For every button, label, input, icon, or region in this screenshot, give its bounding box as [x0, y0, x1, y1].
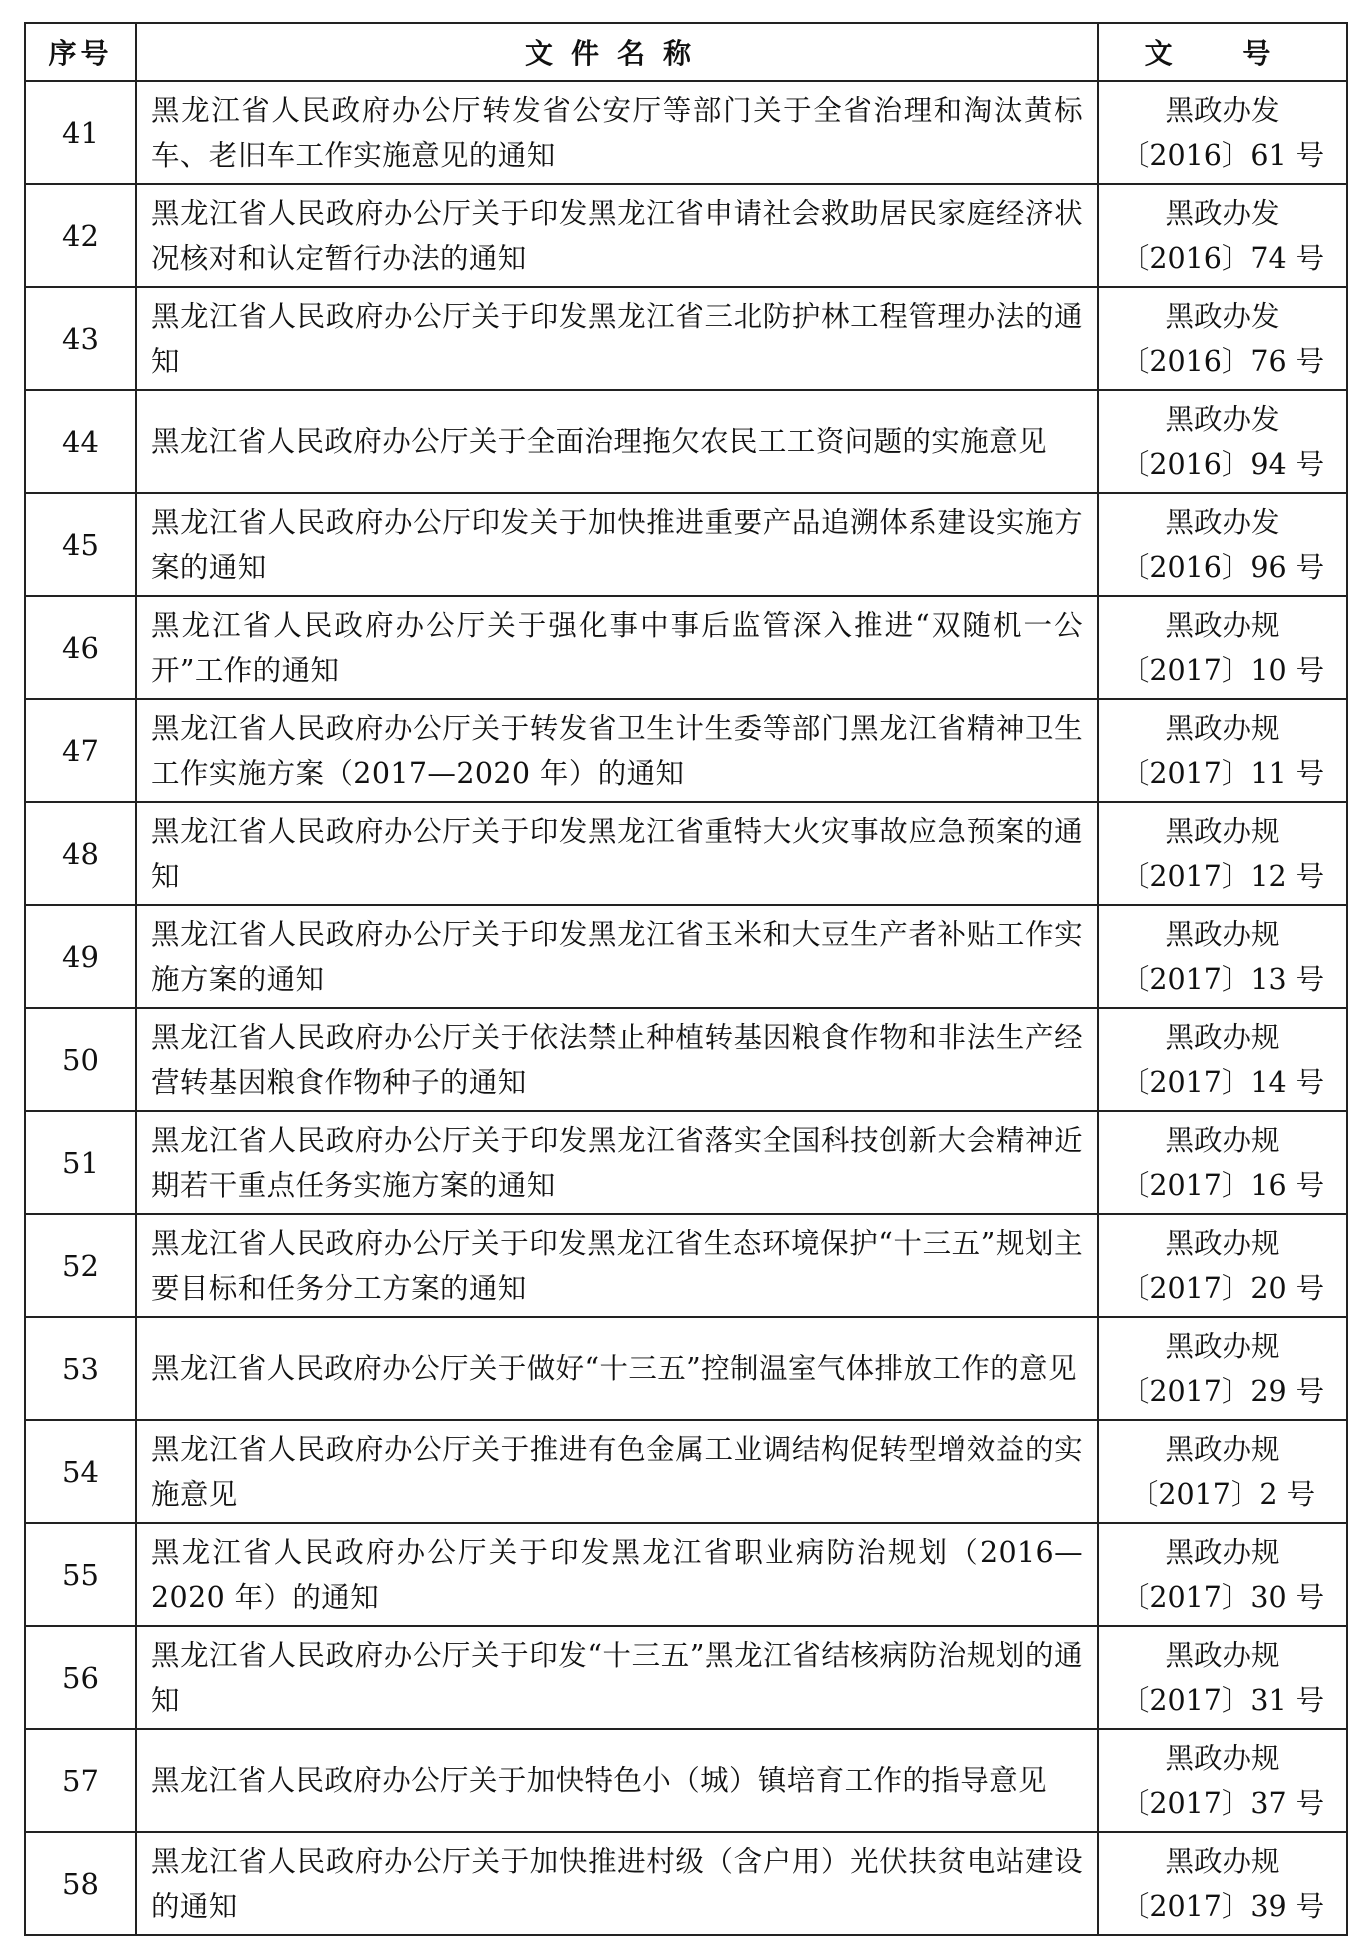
document-table [24, 22, 1348, 1936]
row-file-title: 黑龙江省人民政府办公厅关于印发黑龙江省玉米和大豆生产者补贴工作实施方案的通知 [136, 905, 1098, 1008]
doc-issuer: 黑政办规 [1165, 1020, 1280, 1054]
doc-issuer: 黑政办规 [1165, 1432, 1280, 1466]
row-file-title: 黑龙江省人民政府办公厅印发关于加快推进重要产品追溯体系建设实施方案的通知 [136, 493, 1098, 596]
table-row [25, 1626, 1347, 1729]
row-file-title: 黑龙江省人民政府办公厅关于推进有色金属工业调结构促转型增效益的实施意见 [136, 1420, 1098, 1523]
row-seq: 53 [25, 1317, 136, 1420]
row-file-title: 黑龙江省人民政府办公厅关于印发黑龙江省落实全国科技创新大会精神近期若干重点任务实施方案的通知 [136, 1111, 1098, 1214]
doc-serial: 〔2016〕94 号 [1120, 447, 1325, 481]
row-seq: 52 [25, 1214, 136, 1317]
doc-issuer: 黑政办规 [1165, 1535, 1280, 1569]
table-row [25, 1832, 1347, 1935]
row-doc-number [1098, 1729, 1347, 1832]
row-doc-number [1098, 1008, 1347, 1111]
table-row [25, 699, 1347, 802]
table-row [25, 184, 1347, 287]
doc-serial: 〔2017〕37 号 [1120, 1786, 1325, 1820]
row-seq: 47 [25, 699, 136, 802]
table-row [25, 1729, 1347, 1832]
doc-issuer: 黑政办规 [1165, 1226, 1280, 1260]
row-doc-number [1098, 1832, 1347, 1935]
doc-serial: 〔2017〕31 号 [1120, 1683, 1325, 1717]
table-row [25, 493, 1347, 596]
doc-serial: 〔2017〕16 号 [1120, 1168, 1325, 1202]
doc-serial: 〔2017〕14 号 [1120, 1065, 1325, 1099]
doc-issuer: 黑政办规 [1165, 1844, 1280, 1878]
header-seq: 序号 [25, 23, 136, 81]
row-seq: 41 [25, 81, 136, 184]
row-doc-number [1098, 184, 1347, 287]
row-seq: 57 [25, 1729, 136, 1832]
table-row [25, 905, 1347, 1008]
doc-issuer: 黑政办规 [1165, 1329, 1280, 1363]
row-file-title: 黑龙江省人民政府办公厅关于印发黑龙江省生态环境保护“十三五”规划主要目标和任务分工方案的通知 [136, 1214, 1098, 1317]
doc-serial: 〔2017〕39 号 [1120, 1889, 1325, 1923]
doc-issuer: 黑政办规 [1165, 814, 1280, 848]
doc-serial: 〔2016〕61 号 [1120, 138, 1325, 172]
row-file-title: 黑龙江省人民政府办公厅关于强化事中事后监管深入推进“双随机一公开”工作的通知 [136, 596, 1098, 699]
doc-serial: 〔2016〕76 号 [1120, 344, 1325, 378]
doc-serial: 〔2017〕13 号 [1120, 962, 1325, 996]
table-row [25, 81, 1347, 184]
row-file-title: 黑龙江省人民政府办公厅关于印发黑龙江省重特大火灾事故应急预案的通知 [136, 802, 1098, 905]
row-file-title: 黑龙江省人民政府办公厅关于依法禁止种植转基因粮食作物和非法生产经营转基因粮食作物种子的通知 [136, 1008, 1098, 1111]
row-seq: 50 [25, 1008, 136, 1111]
table-row [25, 1214, 1347, 1317]
row-doc-number [1098, 1317, 1347, 1420]
table-row [25, 390, 1347, 493]
row-seq: 45 [25, 493, 136, 596]
row-doc-number [1098, 1523, 1347, 1626]
doc-serial: 〔2017〕2 号 [1129, 1477, 1316, 1511]
doc-issuer: 黑政办发 [1165, 505, 1280, 539]
row-seq: 55 [25, 1523, 136, 1626]
row-file-title: 黑龙江省人民政府办公厅关于转发省卫生计生委等部门黑龙江省精神卫生工作实施方案（2017—2020 年）的通知 [136, 699, 1098, 802]
row-doc-number [1098, 699, 1347, 802]
row-file-title: 黑龙江省人民政府办公厅关于印发黑龙江省职业病防治规划（2016—2020 年）的通知 [136, 1523, 1098, 1626]
table-row [25, 1111, 1347, 1214]
doc-issuer: 黑政办规 [1165, 1123, 1280, 1157]
doc-serial: 〔2017〕12 号 [1120, 859, 1325, 893]
row-doc-number [1098, 390, 1347, 493]
row-seq: 56 [25, 1626, 136, 1729]
row-file-title: 黑龙江省人民政府办公厅关于印发“十三五”黑龙江省结核病防治规划的通知 [136, 1626, 1098, 1729]
table-row [25, 287, 1347, 390]
doc-serial: 〔2016〕74 号 [1120, 241, 1325, 275]
row-file-title: 黑龙江省人民政府办公厅关于加快特色小（城）镇培育工作的指导意见 [136, 1729, 1098, 1832]
doc-issuer: 黑政办规 [1165, 1638, 1280, 1672]
row-seq: 51 [25, 1111, 136, 1214]
row-doc-number [1098, 1626, 1347, 1729]
doc-serial: 〔2017〕30 号 [1120, 1580, 1325, 1614]
row-file-title: 黑龙江省人民政府办公厅转发省公安厅等部门关于全省治理和淘汰黄标车、老旧车工作实施意见的通知 [136, 81, 1098, 184]
row-file-title: 黑龙江省人民政府办公厅关于做好“十三五”控制温室气体排放工作的意见 [136, 1317, 1098, 1420]
doc-issuer: 黑政办规 [1165, 1741, 1280, 1775]
row-doc-number [1098, 1420, 1347, 1523]
table-row [25, 1317, 1347, 1420]
row-seq: 49 [25, 905, 136, 1008]
doc-issuer: 黑政办发 [1165, 402, 1280, 436]
doc-serial: 〔2017〕29 号 [1120, 1374, 1325, 1408]
row-seq: 54 [25, 1420, 136, 1523]
row-seq: 48 [25, 802, 136, 905]
row-doc-number [1098, 1214, 1347, 1317]
row-seq: 46 [25, 596, 136, 699]
row-seq: 58 [25, 1832, 136, 1935]
doc-issuer: 黑政办发 [1165, 196, 1280, 230]
row-seq: 44 [25, 390, 136, 493]
row-doc-number [1098, 802, 1347, 905]
row-file-title: 黑龙江省人民政府办公厅关于印发黑龙江省申请社会救助居民家庭经济状况核对和认定暂行办法的通知 [136, 184, 1098, 287]
table-header-row [25, 23, 1347, 81]
table-row [25, 1523, 1347, 1626]
doc-issuer: 黑政办规 [1165, 608, 1280, 642]
table-row [25, 596, 1347, 699]
row-file-title: 黑龙江省人民政府办公厅关于加快推进村级（含户用）光伏扶贫电站建设的通知 [136, 1832, 1098, 1935]
doc-serial: 〔2017〕20 号 [1120, 1271, 1325, 1305]
row-doc-number [1098, 493, 1347, 596]
row-file-title: 黑龙江省人民政府办公厅关于印发黑龙江省三北防护林工程管理办法的通知 [136, 287, 1098, 390]
doc-serial: 〔2017〕11 号 [1120, 756, 1325, 790]
doc-issuer: 黑政办规 [1165, 917, 1280, 951]
header-file-name: 文件名称 [136, 23, 1098, 81]
row-doc-number [1098, 81, 1347, 184]
doc-issuer: 黑政办发 [1165, 93, 1280, 127]
row-doc-number [1098, 905, 1347, 1008]
doc-serial: 〔2016〕96 号 [1120, 550, 1325, 584]
row-doc-number [1098, 287, 1347, 390]
table-row [25, 802, 1347, 905]
header-doc-number: 文 号 [1098, 23, 1347, 81]
row-file-title: 黑龙江省人民政府办公厅关于全面治理拖欠农民工工资问题的实施意见 [136, 390, 1098, 493]
row-seq: 42 [25, 184, 136, 287]
row-doc-number [1098, 596, 1347, 699]
doc-serial: 〔2017〕10 号 [1120, 653, 1325, 687]
table-row [25, 1420, 1347, 1523]
table-row [25, 1008, 1347, 1111]
row-seq: 43 [25, 287, 136, 390]
doc-issuer: 黑政办发 [1165, 299, 1280, 333]
row-doc-number [1098, 1111, 1347, 1214]
doc-issuer: 黑政办规 [1165, 711, 1280, 745]
